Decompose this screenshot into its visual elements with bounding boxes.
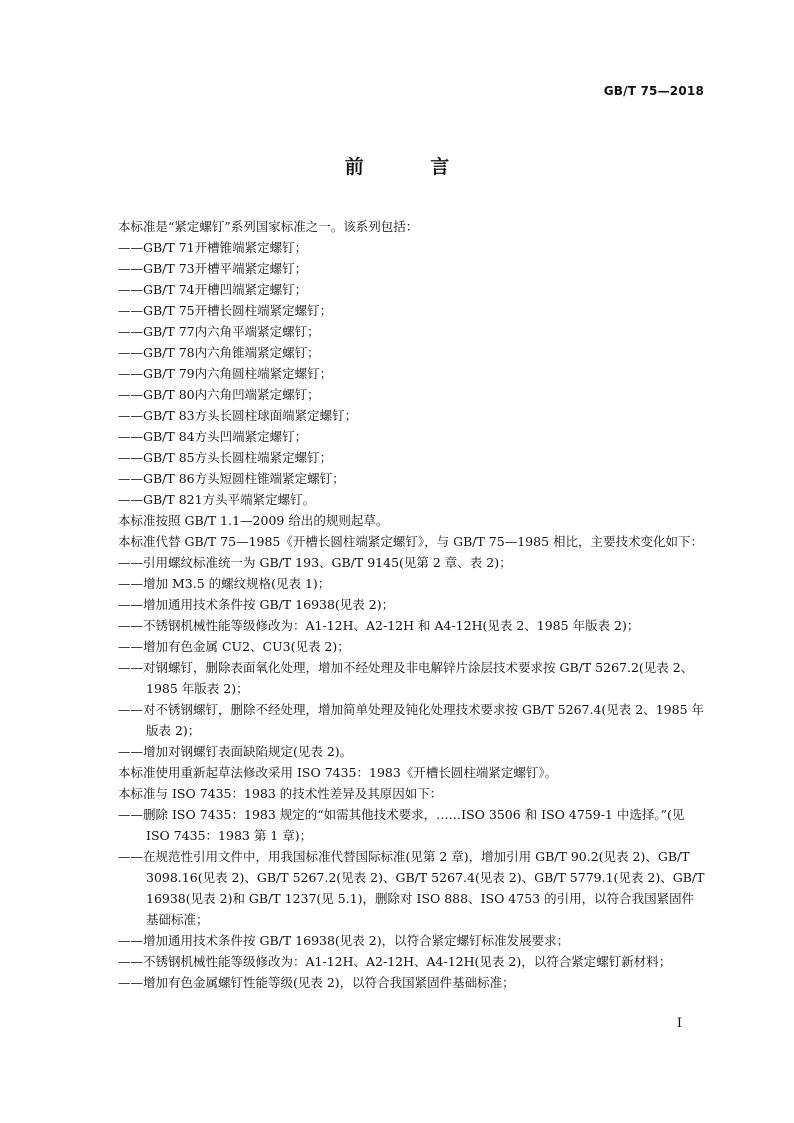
change-item: ——增加有色金属 CU2、CU3(见表 2)； [118,639,350,654]
series-item: ——GB/T 75开槽长圆柱端紧定螺钉； [118,303,333,318]
series-item: ——GB/T 78内六角锥端紧定螺钉； [118,345,320,360]
diff-item: ——删除 ISO 7435：1983 规定的“如需其他技术要求，……ISO 3506 和 ISO 4759-1 中选择。”(见 ISO 7435：1983 第 1 章)； [118,807,685,843]
change-item: ——对不锈钢螺钉，删除不经处理，增加简单处理及钝化处理技术要求按 GB/T 5267.4(见表 2、1985 年版表 2)； [118,702,704,738]
diff-item: ——不锈钢机械性能等级修改为：A1-12H、A2-12H、A4-12H(见表 2)，以符合紧定螺钉新材料； [118,954,672,969]
change-item: ——增加通用技术条件按 GB/T 16938(见表 2)； [118,597,395,612]
series-item: ——GB/T 84方头凹端紧定螺钉； [118,429,308,444]
intro-paragraph: 本标准是“紧定螺钉”系列国家标准之一。该系列包括： [118,219,419,234]
diff-item: ——在规范性引用文件中，用我国标准代替国际标准(见第 2 章)，增加引用 GB/T 90.2(见表 2)、GB/T 3098.16(见表 2)、GB/T 5267.2(见表 2)、GB/T 5267.4(见表 2)、GB/T 5779.1(见表 2)、GB/T 16938(见表 2)和 GB/T 1237(见 5.1)，删除对 ISO 888、ISO 4753 的引用，以符合我国紧固件基础标准； [118,849,705,927]
replaces-paragraph: 本标准代替 GB/T 75—1985《开槽长圆柱端紧定螺钉》，与 GB/T 75—1985 相比，主要技术变化如下： [118,534,703,549]
series-list [90,237,706,510]
drafting-rule-paragraph: 本标准按照 GB/T 1.1—2009 给出的规则起草。 [118,513,389,528]
series-item: ——GB/T 80内六角凹端紧定螺钉； [118,387,320,402]
series-item: ——GB/T 74开槽凹端紧定螺钉； [118,282,308,297]
diffs-list [90,804,706,993]
series-item: ——GB/T 86方头短圆柱锥端紧定螺钉； [118,471,345,486]
diff-item: ——增加通用技术条件按 GB/T 16938(见表 2)，以符合紧定螺钉标准发展要求； [118,933,570,948]
series-item: ——GB/T 73开槽平端紧定螺钉； [118,261,308,276]
series-item: ——GB/T 83方头长圆柱球面端紧定螺钉； [118,408,358,423]
series-item: ——GB/T 85方头长圆柱端紧定螺钉； [118,450,333,465]
diff-item: ——增加有色金属螺钉性能等级(见表 2)，以符合我国紧固件基础标准； [118,975,515,990]
series-item: ——GB/T 821方头平端紧定螺钉。 [118,492,316,507]
standard-code-header: GB/T 75—2018 [603,84,704,98]
change-item: ——不锈钢机械性能等级修改为：A1-12H、A2-12H 和 A4-12H(见表 2、1985 年版表 2)； [118,618,640,633]
page-title: 前 言 [344,156,480,178]
changes-list [90,552,706,762]
foreword-body [90,216,706,993]
change-item: ——引用螺纹标准统一为 GB/T 193、GB/T 9145(见第 2 章、表 2)； [118,555,512,570]
iso-method-paragraph: 本标准使用重新起草法修改采用 ISO 7435：1983《开槽长圆柱端紧定螺钉》。 [118,765,558,780]
page-number: I [676,1016,682,1031]
change-item: ——对钢螺钉，删除表面氧化处理，增加不经处理及非电解锌片涂层技术要求按 GB/T 5267.2(见表 2、1985 年版表 2)； [118,660,694,696]
change-item: ——增加对钢螺钉表面缺陷规定(见表 2)。 [118,744,353,759]
series-item: ——GB/T 77内六角平端紧定螺钉； [118,324,320,339]
change-item: ——增加 M3.5 的螺纹规格(见表 1)； [118,576,331,591]
iso-diff-paragraph: 本标准与 ISO 7435：1983 的技术性差异及其原因如下： [118,786,443,801]
series-item: ——GB/T 79内六角圆柱端紧定螺钉； [118,366,333,381]
series-item: ——GB/T 71开槽锥端紧定螺钉； [118,240,308,255]
